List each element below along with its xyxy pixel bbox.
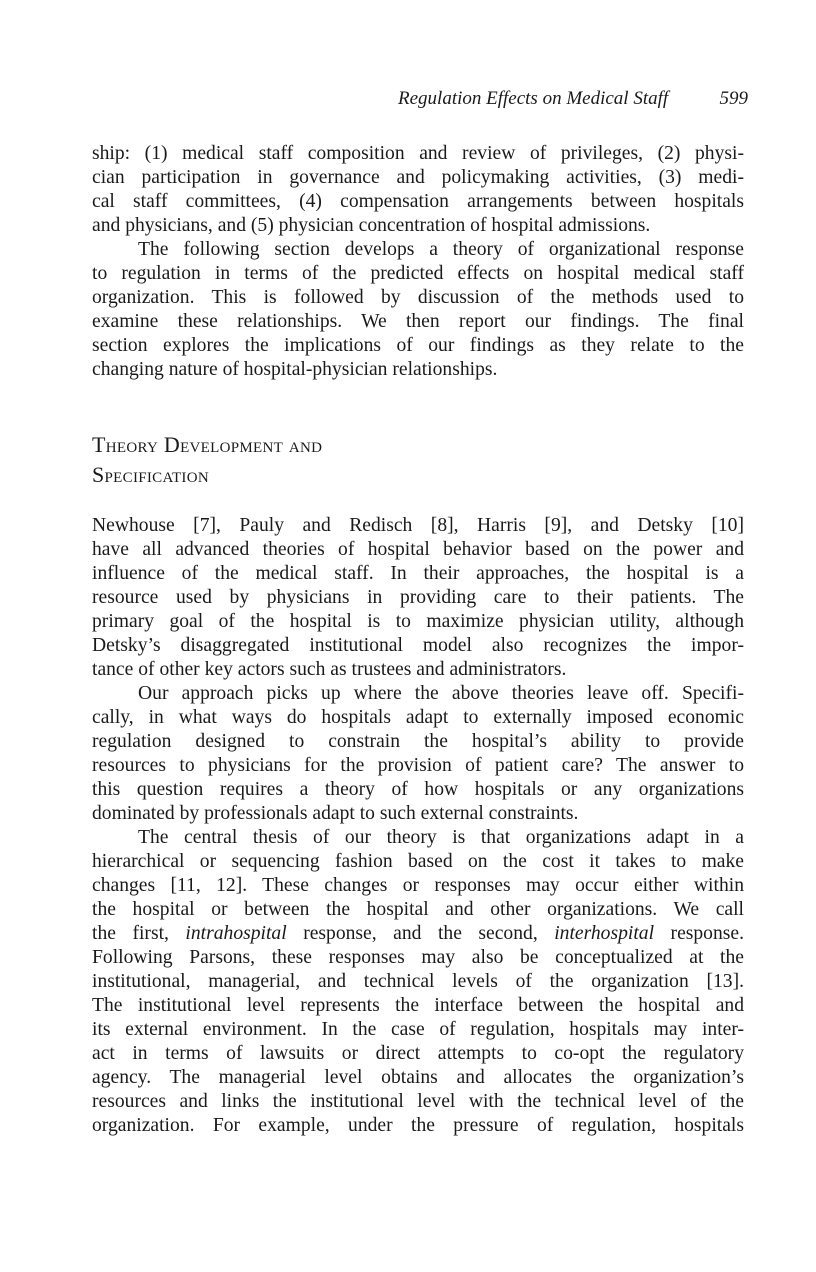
paragraph-1 (92, 514, 744, 682)
page-number: 599 (719, 88, 748, 109)
text-line: Detsky’s disaggregated institutional model also recognizes the impor- (92, 635, 744, 656)
text-line: this question requires a theory of how hospitals or any organizations (92, 779, 744, 800)
text-line: Following Parsons, these responses may also be conceptualized at the (92, 947, 744, 968)
text-line: organization. This is followed by discussion of the methods used to (92, 287, 744, 308)
paragraph-3 (92, 826, 744, 1138)
text-line: cal staff committees, (4) compensation arrangements between hospitals (92, 191, 744, 212)
text-line: Our approach picks up where the above theories leave off. Specifi- (138, 683, 744, 704)
text-line: resources and links the institutional level with the technical level of the (92, 1091, 744, 1112)
italic-term: intrahospital (185, 923, 287, 944)
text-line: organization. For example, under the pressure of regulation, hospitals (92, 1115, 744, 1136)
text-line: The following section develops a theory of organizational response (138, 239, 744, 260)
text-line: agency. The managerial level obtains and allocates the organization’s (92, 1067, 744, 1088)
text-line: changes [11, 12]. These changes or responses may occur either within (92, 875, 744, 896)
text-line: its external environment. In the case of regulation, hospitals may inter- (92, 1019, 744, 1040)
text-line: cally, in what ways do hospitals adapt to externally imposed economic (92, 707, 744, 728)
text-line: section explores the implications of our findings as they relate to the (92, 335, 744, 356)
text-line: influence of the medical staff. In their approaches, the hospital is a (92, 563, 744, 584)
text-line: resource used by physicians in providing care to their patients. The (92, 587, 744, 608)
text-line: the hospital or between the hospital and other organizations. We call (92, 899, 744, 920)
text-line: and physicians, and (5) physician concentration of hospital admissions. (92, 215, 651, 236)
text-line: examine these relationships. We then report our findings. The final (92, 311, 744, 332)
text-line: ship: (1) medical staff composition and review of privileges, (2) physi- (92, 143, 744, 164)
text-line: act in terms of lawsuits or direct attempts to co-opt the regulatory (92, 1043, 744, 1064)
text-line: tance of other key actors such as trustees and administrators. (92, 659, 567, 680)
text-line: changing nature of hospital-physician relationships. (92, 359, 498, 380)
text-line: Newhouse [7], Pauly and Redisch [8], Harris [9], and Detsky [10] (92, 515, 744, 536)
text-line: institutional, managerial, and technical levels of the organization [13]. (92, 971, 744, 992)
paragraph-2 (92, 682, 744, 826)
section-heading-line-1: Theory Development and (92, 432, 323, 457)
text-line: The institutional level represents the interface between the hospital and (92, 995, 744, 1016)
text-line: The central thesis of our theory is that organizations adapt in a (138, 827, 744, 848)
text-line: regulation designed to constrain the hospital’s ability to provide (92, 731, 744, 752)
text-line: resources to physicians for the provision of patient care? The answer to (92, 755, 744, 776)
intro-paragraphs (92, 142, 744, 382)
text-line-with-italics: the first, intrahospital response, and the second, interhospital response. (92, 923, 744, 944)
section-heading (92, 430, 322, 490)
running-head-title: Regulation Effects on Medical Staff (398, 88, 669, 109)
text-line: cian participation in governance and policymaking activities, (3) medi- (92, 167, 744, 188)
running-head (398, 88, 748, 116)
text-line: primary goal of the hospital is to maximize physician utility, although (92, 611, 744, 632)
text-line: hierarchical or sequencing fashion based on the cost it takes to make (92, 851, 744, 872)
italic-term: interhospital (554, 923, 655, 944)
section-heading-line-2: Specification (92, 462, 209, 487)
text-line: to regulation in terms of the predicted effects on hospital medical staff (92, 263, 744, 284)
text-line: have all advanced theories of hospital behavior based on the power and (92, 539, 744, 560)
text-line: dominated by professionals adapt to such external constraints. (92, 803, 579, 824)
